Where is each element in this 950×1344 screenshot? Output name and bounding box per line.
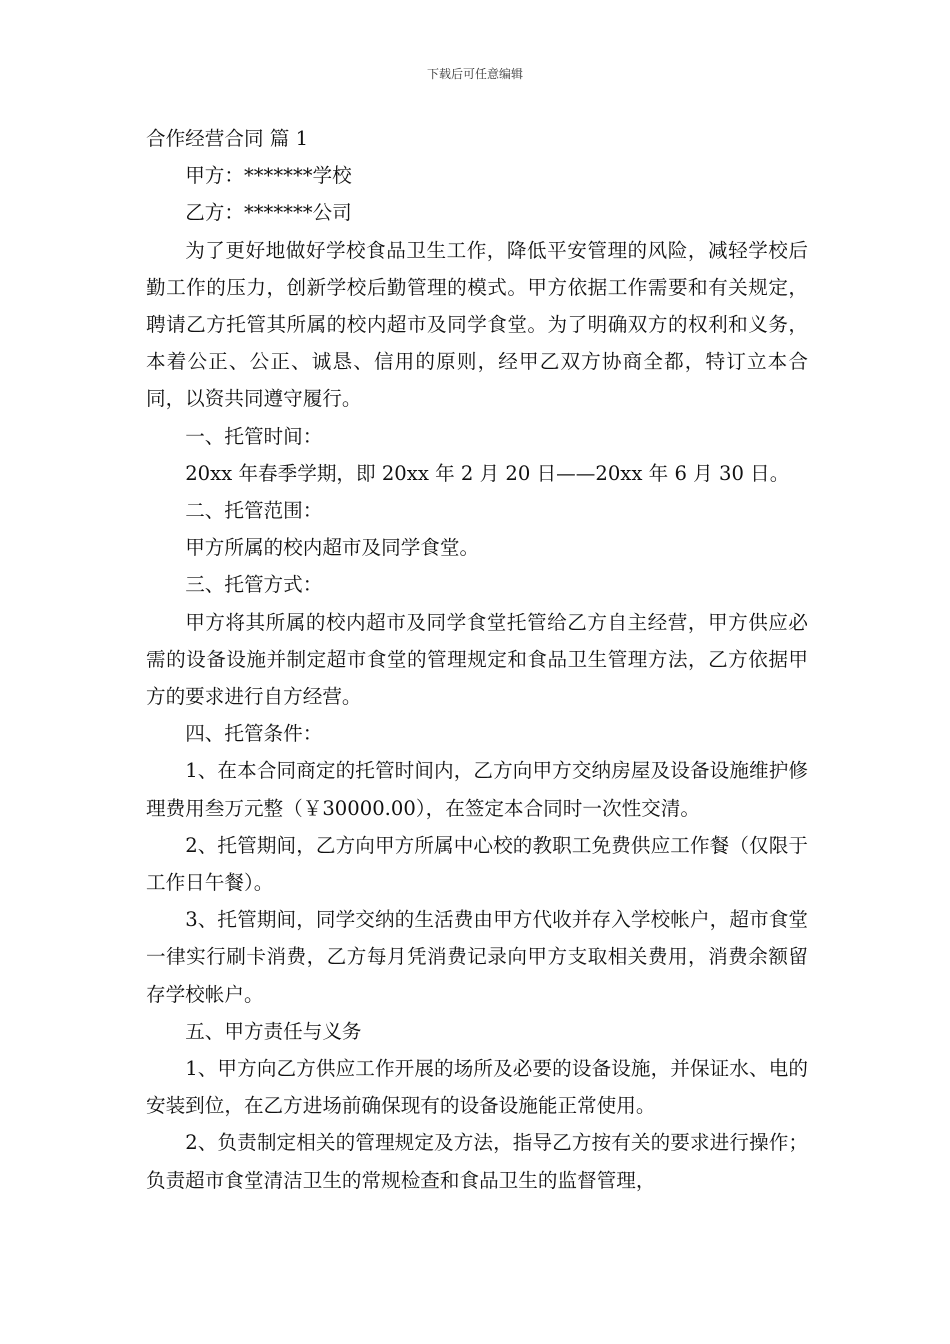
section-heading-term: 一、托管时间： — [185, 424, 323, 448]
section-heading-party-a-duties: 五、甲方责任与义务 — [185, 1019, 362, 1043]
party-b-line: 乙方：*******公司 — [185, 201, 352, 225]
method-paragraph: 甲方将其所属的校内超市及同学食堂托管给乙方自主经营，甲方供应必需的设备设施并制定超市食堂的管理规定和食品卫生管理方法，乙方依据甲方的要求进行自方经营。 — [146, 610, 808, 709]
preamble-paragraph: 为了更好地做好学校食品卫生工作，降低平安管理的风险，减轻学校后勤工作的压力，创新学校后勤管理的模式。甲方依据工作需要和有关规定，聘请乙方托管其所属的校内超市及同学食堂。为了明确双方的权利和义务，本着公正、公正、诚恳、信用的原则，经甲乙双方协商全都，特订立本合同，以资共同遵守履行。 — [146, 238, 808, 411]
document-title: 合作经营合同 篇 1 — [146, 127, 309, 150]
condition-item-3: 3、托管期间，同学交纳的生活费由甲方代收并存入学校帐户，超市食堂一律实行刷卡消费，乙方每月凭消费记录向甲方支取相关费用，消费余额留存学校帐户。 — [146, 908, 808, 1006]
document-body — [146, 120, 808, 1199]
party-a-duty-item-1: 1、甲方向乙方供应工作开展的场所及必要的设备设施，并保证水、电的安装到位，在乙方进场前确保现有的设备设施能正常使用。 — [146, 1057, 808, 1118]
condition-item-1: 1、在本合同商定的托管时间内，乙方向甲方交纳房屋及设备设施维护修理费用叁万元整（￥30000.00），在签定本合同时一次性交清。 — [146, 759, 808, 820]
header-note: 下载后可任意编辑 — [426, 67, 523, 81]
section-heading-scope: 二、托管范围： — [185, 499, 323, 523]
party-a-line: 甲方：*******学校 — [185, 164, 352, 188]
section-heading-method: 三、托管方式： — [185, 573, 323, 597]
scope-paragraph: 甲方所属的校内超市及同学食堂。 — [185, 536, 480, 560]
party-a-duty-item-2: 2、负责制定相关的管理规定及方法，指导乙方按有关的要求进行操作；负责超市食堂清洁卫生的常规检查和食品卫生的监督管理， — [146, 1131, 808, 1192]
term-paragraph: 20xx 年春季学期，即 20xx 年 2 月 20 日——20xx 年 6 月 30 日。 — [185, 461, 790, 485]
condition-item-2: 2、托管期间，乙方向甲方所属中心校的教职工免费供应工作餐（仅限于工作日午餐）。 — [146, 833, 808, 895]
section-heading-conditions: 四、托管条件： — [185, 722, 323, 746]
